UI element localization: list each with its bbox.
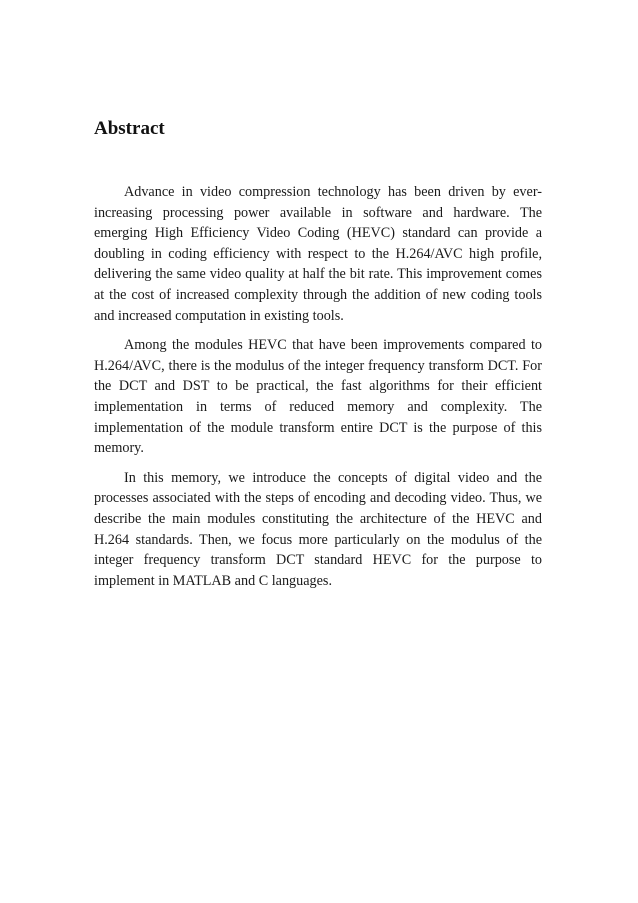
abstract-paragraph-2: Among the modules HEVC that have been improvements compared to H.264/AVC, there is the modulus of the integer frequency transform DCT. For the DCT and DST to be practical, the fast algorithms for their efficient implementation in terms of reduced memory and complexity. The implementation of the module transform entire DCT is the purpose of this memory. xyxy=(94,337,542,457)
abstract-paragraph-3: In this memory, we introduce the concepts of digital video and the processes associated with the steps of encoding and decoding video. Thus, we describe the main modules constituting the architecture of the HEVC and H.264 standards. Then, we focus more particularly on the modulus of the integer frequency transform DCT standard HEVC for the purpose to implement in MATLAB and C languages. xyxy=(94,469,542,589)
abstract-paragraph-1: Advance in video compression technology has been driven by ever-increasing processing power available in software and hardware. The emerging High Efficiency Video Coding (HEVC) standard can provide a doubling in coding efficiency with respect to the H.264/AVC high profile, delivering the same video quality at half the bit rate. This improvement comes at the cost of increased complexity through the addition of new coding tools and increased computation in existing tools. xyxy=(94,184,542,324)
abstract-heading: Abstract xyxy=(94,118,165,139)
abstract-body xyxy=(94,182,542,600)
